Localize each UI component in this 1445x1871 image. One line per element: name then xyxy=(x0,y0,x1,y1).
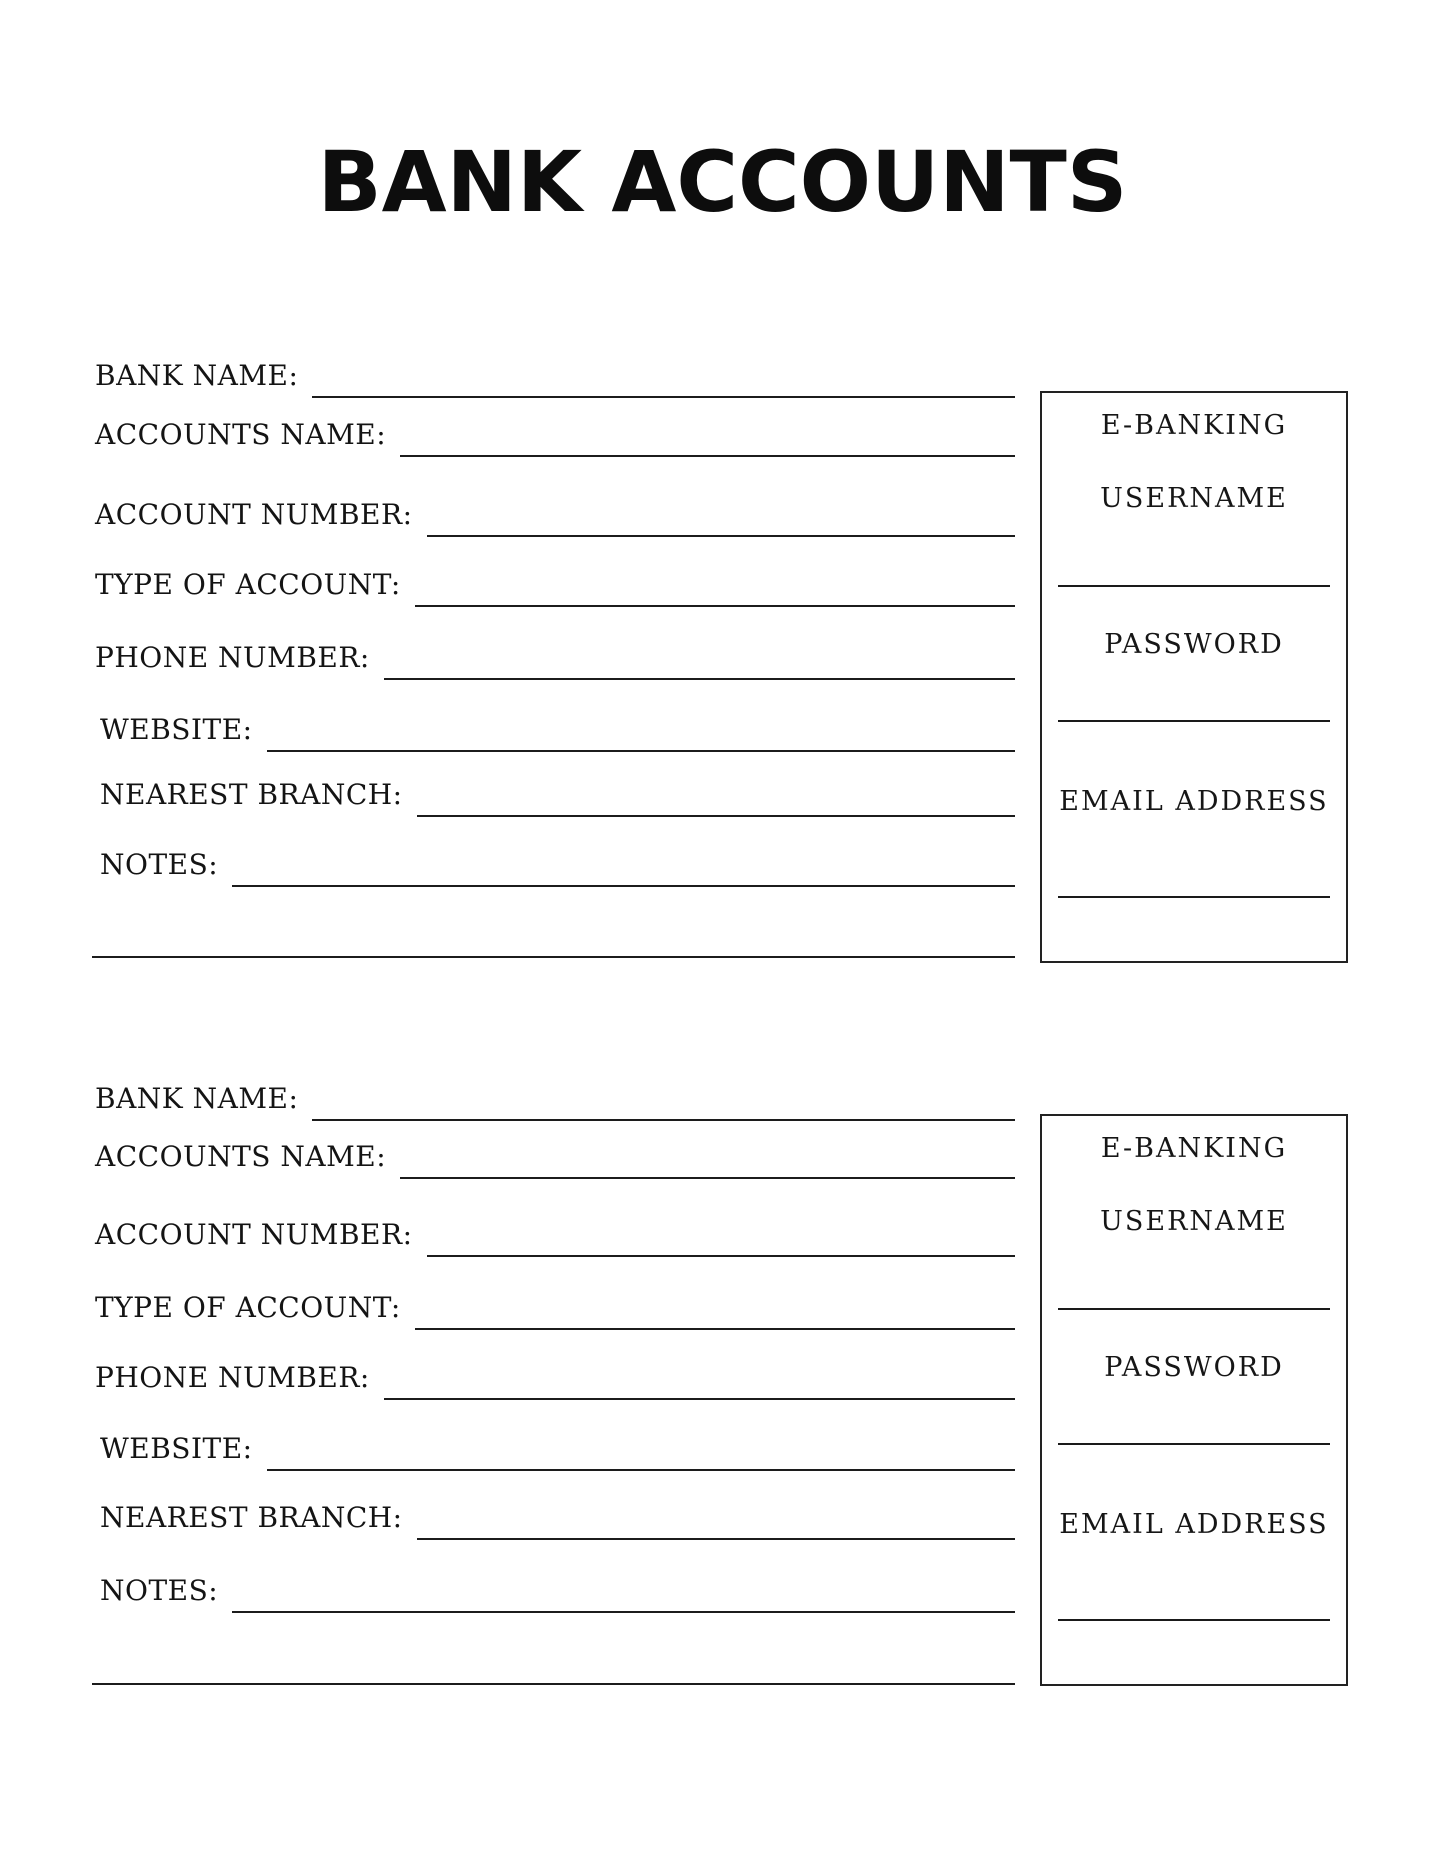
bank-name-label: BANK NAME: xyxy=(95,359,299,392)
email-address-label: EMAIL ADDRESS xyxy=(1059,786,1329,817)
accounts-name-write-line[interactable] xyxy=(400,455,1015,457)
website-write-line[interactable] xyxy=(267,1469,1015,1471)
nearest-branch-label: NEAREST BRANCH: xyxy=(100,1501,403,1534)
password-label: PASSWORD xyxy=(1104,629,1284,660)
field-row-accounts-name-1 xyxy=(95,407,1015,457)
field-row-account-number-2 xyxy=(95,1207,1015,1257)
accounts-name-label: ACCOUNTS NAME: xyxy=(95,1140,387,1173)
field-row-account-number-1 xyxy=(95,487,1015,537)
field-row-bank-name-2 xyxy=(95,1071,1015,1121)
phone-number-label: PHONE NUMBER: xyxy=(95,1361,370,1394)
password-label: PASSWORD xyxy=(1104,1352,1284,1383)
phone-number-write-line[interactable] xyxy=(384,678,1015,680)
email-address-label: EMAIL ADDRESS xyxy=(1059,1509,1329,1540)
account-number-label: ACCOUNT NUMBER: xyxy=(95,1218,413,1251)
username-label: USERNAME xyxy=(1100,1206,1288,1237)
account-number-label: ACCOUNT NUMBER: xyxy=(95,498,413,531)
account-number-write-line[interactable] xyxy=(427,535,1016,537)
type-of-account-write-line[interactable] xyxy=(415,605,1015,607)
email-address-write-line[interactable] xyxy=(1058,1619,1330,1621)
bank-name-label: BANK NAME: xyxy=(95,1082,299,1115)
ebanking-panel-1 xyxy=(1040,391,1348,963)
phone-number-label: PHONE NUMBER: xyxy=(95,641,370,674)
field-row-bank-name-1 xyxy=(95,348,1015,398)
email-address-write-line[interactable] xyxy=(1058,896,1330,898)
ebanking-panel-2 xyxy=(1040,1114,1348,1686)
notes-label: NOTES: xyxy=(100,848,219,881)
nearest-branch-write-line[interactable] xyxy=(417,1538,1015,1540)
ebanking-heading: E-BANKING xyxy=(1100,410,1288,441)
accounts-name-label: ACCOUNTS NAME: xyxy=(95,418,387,451)
username-write-line[interactable] xyxy=(1058,585,1330,587)
field-row-phone-number-2 xyxy=(95,1350,1015,1400)
notes-continuation-line-2[interactable] xyxy=(92,1683,1015,1685)
field-row-nearest-branch-1 xyxy=(100,767,1015,817)
notes-write-line[interactable] xyxy=(232,885,1015,887)
type-of-account-label: TYPE OF ACCOUNT: xyxy=(95,568,401,601)
phone-number-write-line[interactable] xyxy=(384,1398,1015,1400)
field-row-website-2 xyxy=(100,1421,1015,1471)
username-write-line[interactable] xyxy=(1058,1308,1330,1310)
accounts-name-write-line[interactable] xyxy=(400,1177,1015,1179)
bank-name-write-line[interactable] xyxy=(312,1119,1015,1121)
account-number-write-line[interactable] xyxy=(427,1255,1016,1257)
notes-label: NOTES: xyxy=(100,1574,219,1607)
website-write-line[interactable] xyxy=(267,750,1015,752)
username-label: USERNAME xyxy=(1100,483,1288,514)
field-row-accounts-name-2 xyxy=(95,1129,1015,1179)
password-write-line[interactable] xyxy=(1058,720,1330,722)
notes-write-line[interactable] xyxy=(232,1611,1015,1613)
field-row-type-of-account-1 xyxy=(95,557,1015,607)
password-write-line[interactable] xyxy=(1058,1443,1330,1445)
ebanking-heading: E-BANKING xyxy=(1100,1133,1288,1164)
website-label: WEBSITE: xyxy=(100,713,253,746)
notes-continuation-line-1[interactable] xyxy=(92,956,1015,958)
field-row-nearest-branch-2 xyxy=(100,1490,1015,1540)
website-label: WEBSITE: xyxy=(100,1432,253,1465)
nearest-branch-write-line[interactable] xyxy=(417,815,1015,817)
field-row-notes-1 xyxy=(100,837,1015,887)
type-of-account-write-line[interactable] xyxy=(415,1328,1015,1330)
type-of-account-label: TYPE OF ACCOUNT: xyxy=(95,1291,401,1324)
page-title: BANK ACCOUNTS xyxy=(317,133,1128,231)
bank-name-write-line[interactable] xyxy=(312,396,1015,398)
field-row-website-1 xyxy=(100,702,1015,752)
field-row-phone-number-1 xyxy=(95,630,1015,680)
nearest-branch-label: NEAREST BRANCH: xyxy=(100,778,403,811)
field-row-type-of-account-2 xyxy=(95,1280,1015,1330)
field-row-notes-2 xyxy=(100,1563,1015,1613)
